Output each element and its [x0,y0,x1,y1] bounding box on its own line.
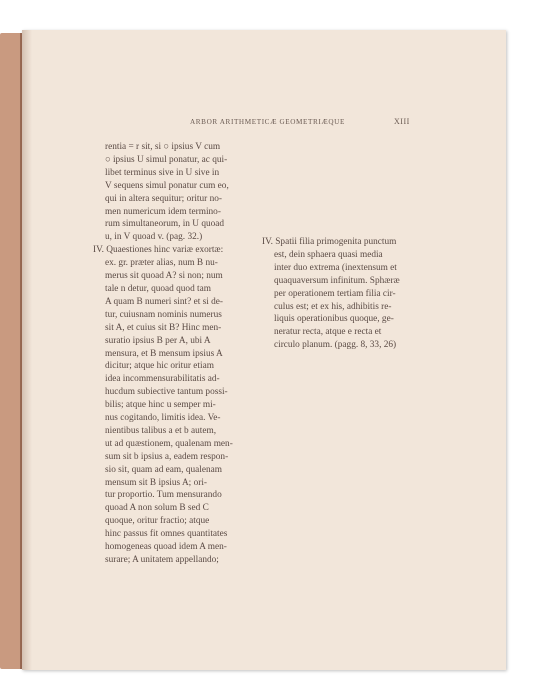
text-line: quaquaversum infinitum. Sphæræ [274,275,400,286]
text-line: sum sit b ipsius a, eadem respon- [105,451,229,462]
text-line: idea incommensurabilitatis ad- [105,374,220,385]
text-line: sit A, et cuius sit B? Hinc men- [105,322,222,333]
text-line: tale n detur, quoad quod tam [105,283,211,294]
page-gutter-shadow [22,30,32,670]
text-line: IV. Quaestiones hinc variæ exortæ: [93,245,224,256]
text-line: qui in altera sequitur; oritur no- [105,193,222,204]
text-line: nus cogitando, limitis idea. Ve- [105,413,221,424]
text-line: men numericum idem termino- [105,206,221,217]
text-line: inter duo extrema (inextensum et [274,262,397,273]
text-line: est, dein sphaera quasi media [274,249,383,260]
text-line: culus est; et ex his, adhibitis re- [274,301,392,312]
text-line: tur, cuiusnam nominis numerus [105,309,222,320]
text-line: sio sit, quam ad eam, qualenam [105,464,222,475]
page-number: XIII [394,117,410,126]
text-line: dicitur; atque hic oritur etiam [105,361,214,372]
text-line: suratio ipsius B per A, ubi A [105,335,211,346]
text-line: rum simultaneorum, in U quoad [105,219,225,230]
text-line: mensura, et B mensum ipsius A [105,348,223,359]
text-line: u, in V quoad v. (pag. 32.) [105,232,203,243]
text-line: surare; A unitatem appellando; [105,555,219,565]
text-line: liquis operationibus quoque, ge- [274,314,394,325]
text-line: rentia = r sit, si ○ ipsius V cum [105,142,221,152]
text-line: quoque, oritur fractio; atque [105,516,210,527]
text-line: quoad A non solum B sed C [105,503,209,514]
text-line: ut ad quæstionem, qualenam men- [105,438,233,449]
text-line: V sequens simul ponatur cum eo, [105,180,229,191]
text-line: A quam B numeri sint? et si de- [105,296,223,307]
running-title: ARBOR ARITHMETICÆ GEOMETRIÆQUE [190,118,345,126]
text-line: hinc passus fit omnes quantitates [105,529,228,540]
text-line: bilis; atque hinc u semper mi- [105,400,216,411]
text-line: mensum sit B ipsius A; ori- [105,477,208,488]
text-line: ○ ipsius U simul ponatur, ac qui- [105,154,228,165]
text-line: libet terminus sive in U sive in [105,167,220,178]
text-line: hucdum subiective tantum possi- [105,387,228,398]
text-line: ex. gr. præter alias, num B nu- [105,258,218,269]
text-column-right [262,236,412,352]
text-line: circulo planum. (pagg. 8, 33, 26) [274,340,397,351]
text-line: tur proportio. Tum mensurando [105,490,222,501]
text-line: per operationem tertiam filia cir- [274,288,396,299]
text-line: merus sit quoad A? si non; num [105,271,223,282]
text-line: nientibus talibus a et b autem, [105,425,217,436]
text-line: IV. Spatii filia primogenita punctum [262,237,397,247]
text-column-left [93,141,270,567]
text-line: homogeneas quoad idem A men- [105,542,227,553]
text-line: neratur recta, atque e recta et [274,327,382,338]
